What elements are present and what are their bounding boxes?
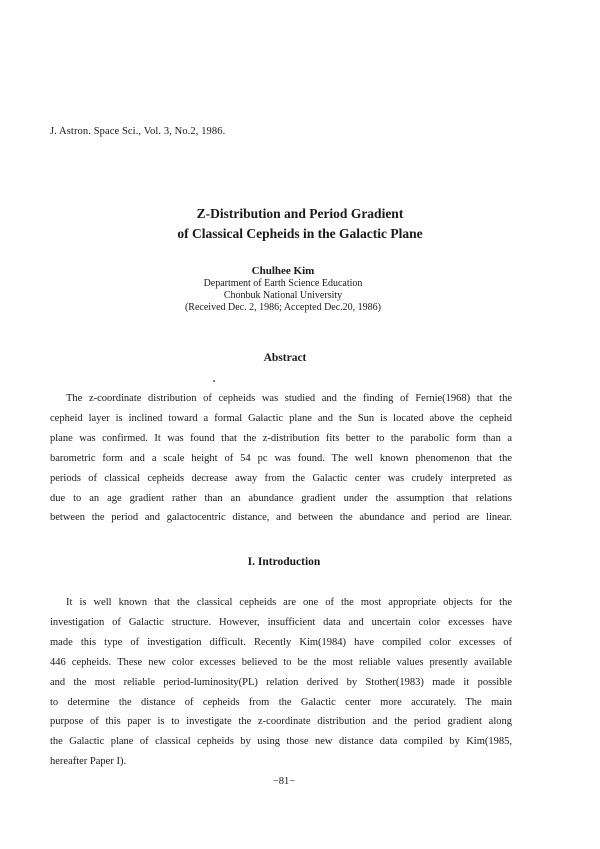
introduction-line: purpose of this paper is to investigate the z-coordinate distribution and the period gradient along	[50, 716, 512, 728]
author-name: Chulhee Kim	[251, 265, 315, 277]
introduction-line: hereafter Paper I).	[50, 756, 127, 768]
introduction-line: and the most reliable period-luminosity(PL) relation derived by Stother(1983) made it possible	[50, 676, 512, 688]
abstract-line: plane was confirmed. It was found that the z-distribution fits better to the parabolic form than a	[50, 432, 512, 444]
introduction-line: to determine the distance of cepheids from the Galactic center more accurately. The main	[50, 696, 512, 708]
title-line-1: Z-Distribution and Period Gradient	[196, 206, 404, 221]
introduction-line: made this type of investigation difficult. Recently Kim(1984) have compiled color excesses of	[50, 636, 512, 648]
abstract-body	[50, 389, 512, 528]
author-block	[0, 265, 566, 314]
abstract-line: The z-coordinate distribution of cepheids was studied and the finding of Fernie(1968) that the	[66, 393, 512, 404]
received-accepted-dates: (Received Dec. 2, 1986; Accepted Dec.20, 1986)	[184, 302, 382, 313]
abstract-line: periods of classical cepheids decrease away from the Galactic center was crudely interpreted as	[50, 472, 512, 484]
introduction-line: It is well known that the classical cepheids are one of the most appropriate objects for the	[66, 597, 512, 608]
author-department: Department of Earth Science Education	[203, 278, 363, 289]
introduction-line: the Galactic plane of classical cepheids by using those new distance data compiled by Kim(1985,	[50, 736, 512, 748]
abstract-line: due to an age gradient rather than an abundance gradient under the assumption that relations	[50, 492, 512, 504]
abstract-line: cepheid layer is inclined toward a formal Galactic plane and the Sun is located above the cepheid	[50, 412, 512, 424]
introduction-heading: I. Introduction	[247, 556, 321, 568]
abstract-line: barometric form and a scale height of 54 pc was found. The well known phenomenon that the	[50, 452, 512, 464]
author-university: Chonbuk National University	[223, 290, 343, 301]
introduction-line: 446 cepheids. These new color excesses believed to be the most reliable values presently available	[50, 656, 512, 668]
paper-title	[0, 204, 600, 244]
abstract-line: between the period and galactocentric distance, and between the abundance and period are linear.	[50, 512, 512, 524]
abstract-heading: Abstract	[263, 352, 307, 364]
page-number: −81−	[272, 776, 296, 787]
introduction-body	[50, 593, 512, 772]
title-line-2: of Classical Cepheids in the Galactic Plane	[177, 226, 423, 241]
journal-reference: J. Astron. Space Sci., Vol. 3, No.2, 1986.	[50, 126, 226, 137]
introduction-line: investigation of Galactic structure. However, insufficient data and uncertain color excesses have	[50, 616, 512, 628]
scan-speck	[213, 380, 215, 382]
